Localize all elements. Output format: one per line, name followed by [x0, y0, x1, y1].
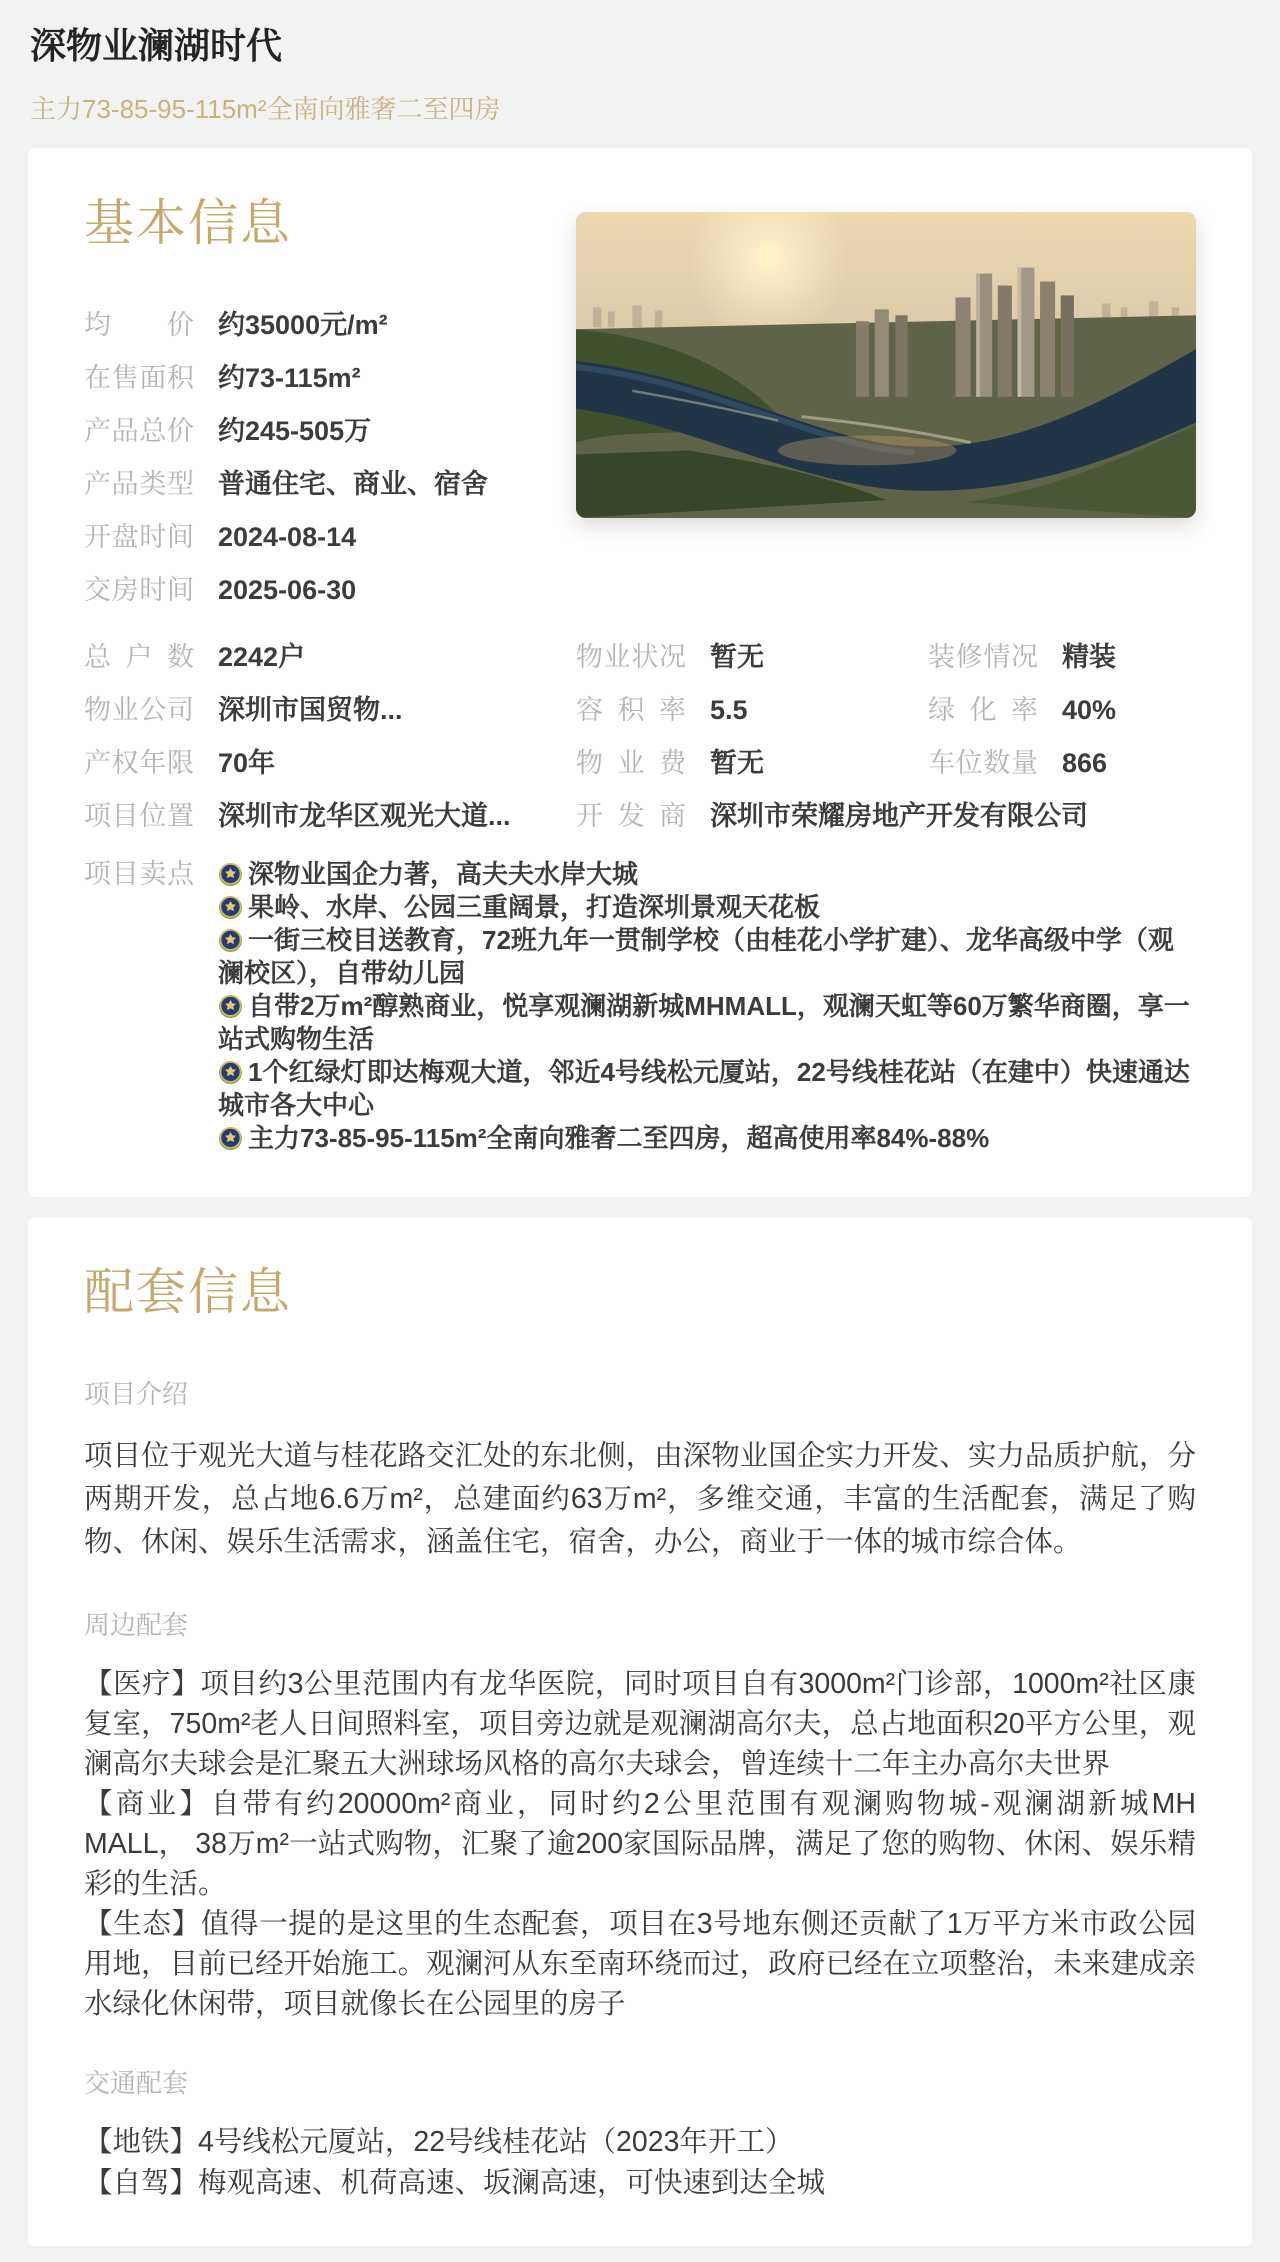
page-subtitle: 主力73-85-95-115m²全南向雅奢二至四房 — [30, 94, 501, 124]
basic-info-fields — [84, 194, 576, 628]
field-label: 物业状况 — [576, 642, 686, 672]
field-value: 2242户 — [218, 642, 306, 672]
field-label: 项目位置 — [84, 801, 194, 831]
basic-info-grid — [84, 642, 1196, 854]
selling-points-list — [218, 858, 1196, 1155]
field-label: 在售面积 — [84, 363, 194, 393]
field-property-rights-years — [84, 748, 576, 779]
field-property-company — [84, 695, 576, 726]
selling-point-badge-icon — [218, 994, 243, 1019]
transport-facilities — [84, 2122, 1196, 2204]
selling-point-text: 主力73-85-95-115m²全南向雅奢二至四房，超高使用率84%-88% — [248, 1123, 990, 1153]
selling-point-item — [218, 858, 1196, 891]
field-label: 均价 — [84, 310, 194, 340]
field-value: 约35000元/m² — [218, 310, 388, 340]
field-value: 2025-06-30 — [218, 575, 357, 605]
field-label: 产权年限 — [84, 748, 194, 778]
bottom-spacer — [0, 2246, 1280, 2262]
basic-info-section-title: 基本信息 — [84, 195, 292, 251]
selling-point-item — [218, 1122, 1196, 1155]
selling-point-badge-icon — [218, 1060, 243, 1085]
field-value: 深圳市国贸物... — [218, 695, 403, 725]
nearby-medical-text: 【医疗】项目约3公里范围内有龙华医院，同时项目自有3000m²门诊部，1000m²社区康复室，750m²老人日间照料室，项目旁边就是观澜湖高尔夫，总占地面积20平方公里，观澜高尔夫球会是汇聚五大洲球场风格的高尔夫球会，曾连续十二年主办高尔夫世界 — [84, 1668, 1196, 1780]
field-developer — [576, 801, 1196, 832]
field-label: 物业费 — [576, 748, 686, 778]
selling-point-text: 自带2万m²醇熟商业，悦享观澜湖新城MHMALL，观澜天虹等60万繁华商圈，享一站式购物生活 — [218, 991, 1190, 1054]
field-value: 5.5 — [710, 695, 748, 725]
field-area-on-sale — [84, 363, 576, 394]
transport-drive-text: 【自驾】梅观高速、机荷高速、坂澜高速，可快速到达全城 — [84, 2167, 826, 2199]
selling-points-label: 项目卖点 — [84, 859, 194, 889]
field-property-fee — [576, 748, 928, 779]
field-label: 容积率 — [576, 695, 686, 725]
field-value: 暂无 — [710, 642, 764, 672]
field-project-location — [84, 801, 576, 832]
field-value: 深圳市龙华区观光大道... — [218, 801, 511, 831]
page-header — [0, 0, 1280, 128]
field-value: 40% — [1062, 695, 1117, 725]
selling-point-badge-icon — [218, 862, 243, 887]
selling-point-text: 深物业国企力著，高夫夫水岸大城 — [248, 859, 639, 889]
page-title: 深物业澜湖时代 — [30, 25, 283, 66]
basic-info-top — [84, 194, 1196, 628]
field-plot-ratio — [576, 695, 928, 726]
field-value: 精装 — [1062, 642, 1116, 672]
field-value: 约73-115m² — [218, 363, 361, 393]
project-intro-label: 项目介绍 — [84, 1379, 189, 1409]
selling-point-item — [218, 924, 1196, 990]
field-label: 物业公司 — [84, 695, 194, 725]
field-value: 70年 — [218, 748, 276, 778]
field-decoration — [928, 642, 1196, 673]
field-value: 暂无 — [710, 748, 764, 778]
selling-point-badge-icon — [218, 928, 243, 953]
selling-point-text: 1个红绿灯即达梅观大道，邻近4号线松元厦站，22号线桂花站（在建中）快速通达城市各大中心 — [218, 1057, 1190, 1120]
selling-point-item — [218, 990, 1196, 1056]
selling-point-badge-icon — [218, 1126, 243, 1151]
field-property-status — [576, 642, 928, 673]
field-opening-date — [84, 522, 576, 553]
field-delivery-date — [84, 575, 576, 606]
field-label: 产品总价 — [84, 416, 194, 446]
field-label: 绿化率 — [928, 695, 1038, 725]
basic-info-card — [28, 148, 1252, 1197]
field-label: 交房时间 — [84, 575, 194, 605]
facilities-section-title: 配套信息 — [84, 1264, 292, 1320]
field-value: 普通住宅、商业、宿舍 — [218, 469, 488, 499]
selling-point-badge-icon — [218, 895, 243, 920]
field-value: 深圳市荣耀房地产开发有限公司 — [710, 801, 1088, 831]
field-total-households — [84, 642, 576, 673]
selling-points — [84, 858, 1196, 1155]
field-label: 产品类型 — [84, 469, 194, 499]
nearby-ecology-text: 【生态】值得一提的是这里的生态配套，项目在3号地东侧还贡献了1万平方米市政公园用地，目前已经开始施工。观澜河从东至南环绕而过，政府已经在立项整治，未来建成亲水绿化休闲带，项目就像长在公园里的房子 — [84, 1908, 1196, 2020]
field-label: 开发商 — [576, 801, 686, 831]
transport-label: 交通配套 — [84, 2068, 189, 2098]
project-aerial-photo[interactable] — [576, 212, 1196, 518]
field-greening-rate — [928, 695, 1196, 726]
selling-point-text: 果岭、水岸、公园三重阔景，打造深圳景观天花板 — [248, 892, 821, 922]
selling-point-item — [218, 1056, 1196, 1122]
field-average-price — [84, 310, 576, 341]
field-label: 开盘时间 — [84, 522, 194, 552]
nearby-facilities — [84, 1664, 1196, 2024]
field-label: 装修情况 — [928, 642, 1038, 672]
transport-metro-text: 【地铁】4号线松元厦站，22号线桂花站（2023年开工） — [84, 2126, 794, 2158]
field-total-price — [84, 416, 576, 447]
selling-point-text: 一街三校目送教育，72班九年一贯制学校（由桂花小学扩建）、龙华高级中学（观澜校区），自带幼儿园 — [218, 925, 1174, 988]
project-intro-text: 项目位于观光大道与桂花路交汇处的东北侧，由深物业国企实力开发、实力品质护航，分两期开发，总占地6.6万m²，总建面约63万m²，多维交通，丰富的生活配套，满足了购物、休闲、娱乐生活需求，涵盖住宅，宿舍，办公，商业于一体的城市综合体。 — [84, 1440, 1196, 1558]
facilities-card — [28, 1217, 1252, 2246]
field-label: 车位数量 — [928, 748, 1038, 778]
aerial-photo-illustration — [576, 212, 1196, 518]
nearby-commerce-text: 【商业】自带有约20000m²商业，同时约2公里范围有观澜购物城-观澜湖新城MH MALL， 38万m²一站式购物，汇聚了逾200家国际品牌，满足了您的购物、休闲、娱乐精彩的生活。 — [84, 1788, 1196, 1900]
field-value: 2024-08-14 — [218, 522, 357, 552]
field-product-type — [84, 469, 576, 500]
field-value: 约245-505万 — [218, 416, 372, 446]
field-value: 866 — [1062, 748, 1108, 778]
selling-point-item — [218, 891, 1196, 924]
field-parking-count — [928, 748, 1196, 779]
nearby-facilities-label: 周边配套 — [84, 1610, 189, 1640]
field-label: 总户数 — [84, 642, 194, 672]
